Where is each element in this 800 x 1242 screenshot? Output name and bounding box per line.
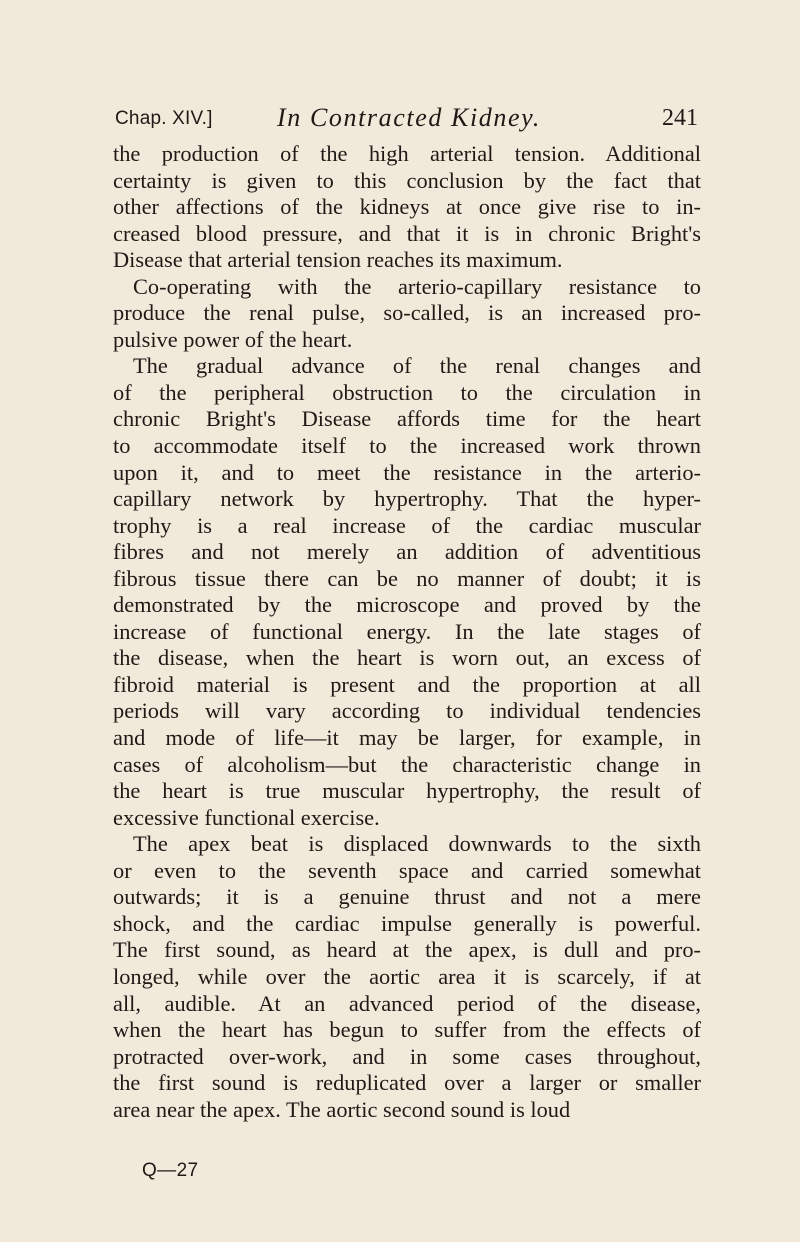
text-line: outwards; it is a genuine thrust and not a mere bbox=[113, 884, 701, 910]
text-line: certainty is given to this conclusion by the fact that bbox=[113, 167, 701, 193]
text-line: excessive functional exercise. bbox=[113, 804, 380, 830]
running-header bbox=[115, 103, 698, 139]
text-line: the first sound is reduplicated over a larger or smaller bbox=[113, 1070, 701, 1096]
text-line: trophy is a real increase of the cardiac muscular bbox=[113, 512, 701, 538]
page-number: 241 bbox=[662, 105, 698, 131]
text-line: fibrous tissue there can be no manner of doubt; it is bbox=[113, 565, 701, 591]
text-line: produce the renal pulse, so-called, is an increased pro- bbox=[113, 300, 701, 326]
text-line: the heart is true muscular hypertrophy, the result of bbox=[113, 778, 701, 804]
text-line: creased blood pressure, and that it is in chronic Bright's bbox=[113, 220, 701, 246]
text-line: fibres and not merely an addition of adventitious bbox=[113, 539, 701, 565]
paragraph bbox=[113, 274, 701, 354]
paragraph bbox=[113, 353, 701, 831]
text-line: upon it, and to meet the resistance in the arterio- bbox=[113, 459, 701, 485]
text-line: and mode of life—it may be larger, for example, in bbox=[113, 725, 701, 751]
printer-signature-mark: Q—27 bbox=[142, 1160, 199, 1181]
text-line: pulsive power of the heart. bbox=[113, 326, 353, 352]
text-line: The apex beat is displaced downwards to the sixth bbox=[133, 831, 701, 857]
text-line: demonstrated by the microscope and proved by the bbox=[113, 592, 701, 618]
text-line: Co-operating with the arterio-capillary resistance to bbox=[133, 273, 701, 299]
text-line: fibroid material is present and the proportion at all bbox=[113, 671, 701, 697]
text-line: area near the apex. The aortic second sound is loud bbox=[113, 1096, 571, 1122]
text-line: all, audible. At an advanced period of the disease, bbox=[113, 990, 701, 1016]
text-line: increase of functional energy. In the late stages of bbox=[113, 618, 701, 644]
text-line: periods will vary according to individual tendencies bbox=[113, 698, 701, 724]
text-line: the production of the high arterial tension. Additional bbox=[113, 141, 701, 166]
paragraph bbox=[113, 141, 701, 274]
text-line: to accommodate itself to the increased work thrown bbox=[113, 433, 701, 459]
text-line: protracted over-work, and in some cases throughout, bbox=[113, 1043, 701, 1069]
text-line: The gradual advance of the renal changes and bbox=[133, 353, 701, 379]
text-line: The first sound, as heard at the apex, is dull and pro- bbox=[113, 937, 701, 963]
text-line: cases of alcoholism—but the characteristic change in bbox=[113, 751, 701, 777]
text-line: longed, while over the aortic area it is scarcely, if at bbox=[113, 963, 701, 989]
text-line: chronic Bright's Disease affords time for the heart bbox=[113, 406, 701, 432]
text-line: shock, and the cardiac impulse generally is powerful. bbox=[113, 910, 701, 936]
paragraph bbox=[113, 831, 701, 1123]
text-line: when the heart has begun to suffer from the effects of bbox=[113, 1017, 701, 1043]
text-line: capillary network by hypertrophy. That the hyper- bbox=[113, 486, 701, 512]
chapter-label: Chap. XIV.] bbox=[115, 108, 213, 129]
text-line: Disease that arterial tension reaches its maximum. bbox=[113, 247, 563, 273]
text-line: or even to the seventh space and carried somewhat bbox=[113, 857, 701, 883]
text-line: of the peripheral obstruction to the circulation in bbox=[113, 379, 701, 405]
text-line: the disease, when the heart is worn out, an excess of bbox=[113, 645, 701, 671]
body-text bbox=[113, 141, 701, 1123]
text-line: other affections of the kidneys at once give rise to in- bbox=[113, 194, 701, 220]
running-title: In Contracted Kidney. bbox=[277, 103, 541, 132]
